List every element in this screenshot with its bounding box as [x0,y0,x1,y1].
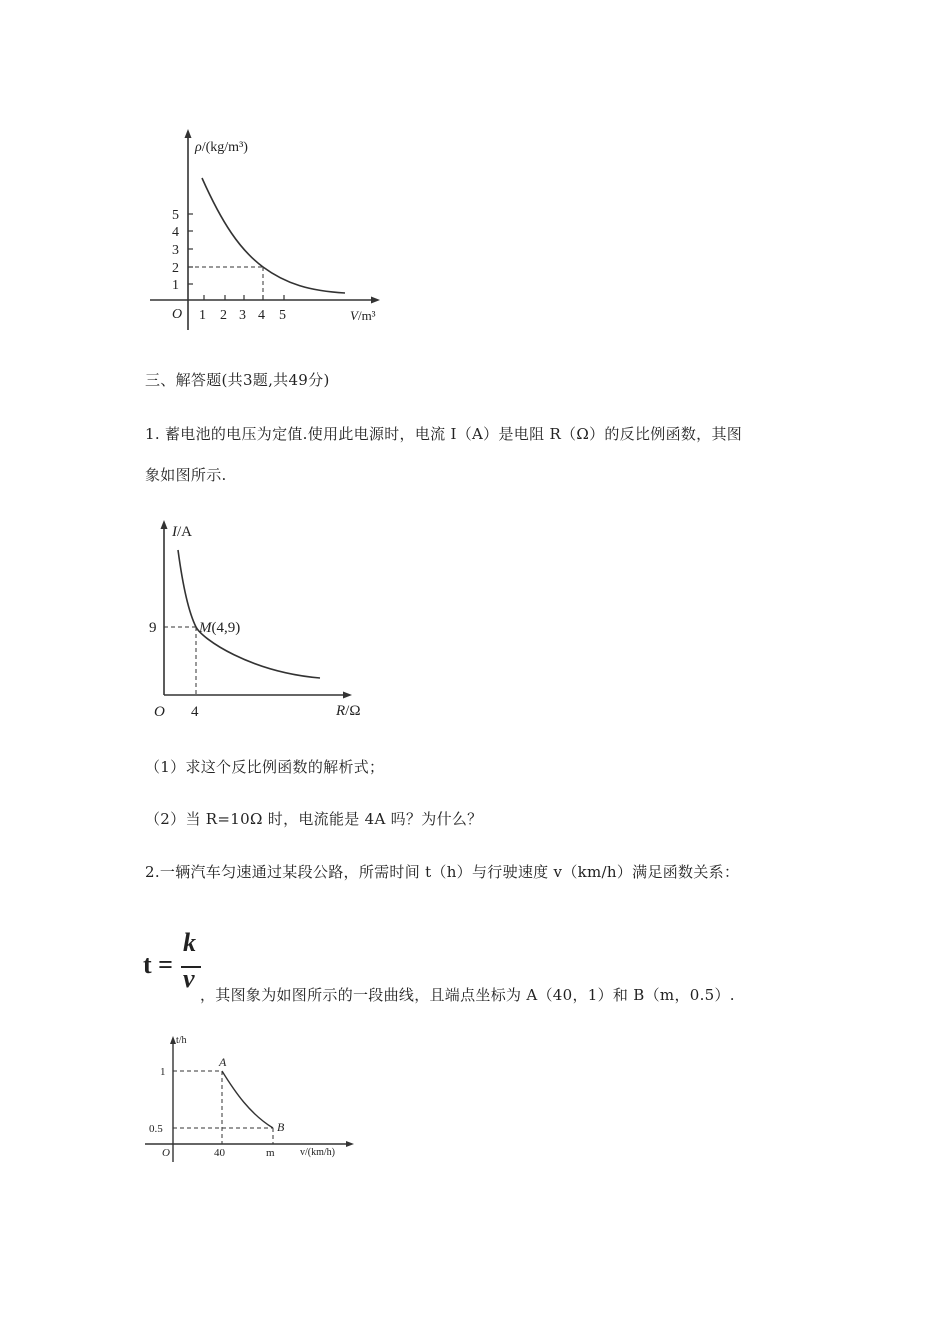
question1-sub1: （1）求这个反比例函数的解析式； [145,758,385,776]
time-speed-graph [140,1030,370,1170]
y-axis-label: ρ/(kg/m³) [195,140,248,155]
y-axis-arrow [161,520,168,529]
y-axis-arrow [185,129,192,138]
y-tick-label-1: 1 [172,278,179,293]
origin-label: O [162,1147,170,1159]
y-axis-label: t/h [176,1035,187,1046]
y-tick-label-2: 2 [172,261,179,276]
x-tick-label-3: 3 [239,308,246,323]
question1-sub2: （2）当 R=10Ω 时，电流能是 4A 吗？为什么？ [145,810,483,828]
point-m-label: M(4,9) [199,620,241,636]
x-axis-label: R/Ω [336,703,361,719]
question2-line1: 2.一辆汽车匀速通过某段公路，所需时间 t（h）与行驶速度 v（km/h）满足函数关系： [145,863,740,881]
x-tick-label-5: 5 [279,308,286,323]
x-axis-arrow [343,692,352,699]
formula-numerator: k [183,928,196,957]
x-axis-arrow [346,1141,354,1147]
origin-label: O [172,307,183,322]
question1-line2: 象如图所示. [145,466,227,484]
x-tick-label-4: 4 [258,308,265,323]
formula-denominator: v [183,964,195,993]
x-axis-arrow [371,297,380,304]
x-mark-label: 4 [191,704,199,720]
inverse-curve [178,550,320,678]
point-a-label: A [219,1055,227,1069]
y-tick-label-4: 4 [172,225,179,240]
x-tick-label-1: 1 [199,308,206,323]
point-b-label: B [277,1120,285,1134]
y-tick-label-05: 0.5 [149,1123,163,1135]
x-tick-label-m: m [266,1147,275,1159]
section-heading: 三、解答题(共3题,共49分) [145,371,330,389]
y-tick-label-3: 3 [172,243,179,258]
y-axis-label: I/A [172,524,192,540]
question1-line1: 1. 蓄电池的电压为定值.使用此电源时，电流 I（A）是电阻 R（Ω）的反比例函数，其图 [145,425,743,443]
current-resistance-graph [140,510,380,725]
origin-label: O [154,704,165,720]
x-tick-label-40: 40 [214,1147,225,1159]
x-tick-label-2: 2 [220,308,227,323]
inverse-curve [202,178,345,293]
y-tick-label-5: 5 [172,208,179,223]
formula-t-equals-k-over-v [143,930,203,1000]
curve-segment-ab [222,1071,273,1128]
question2-line2: ，其图象为如图所示的一段曲线，且端点坐标为 A（40，1）和 B（m，0.5）. [200,986,735,1004]
formula-lhs: t = [143,950,173,979]
y-mark-label: 9 [149,620,157,636]
y-tick-label-1: 1 [160,1066,166,1078]
density-volume-graph [140,125,410,335]
x-axis-label: V/m³ [350,308,376,323]
x-axis-label: v/(km/h) [300,1147,335,1158]
